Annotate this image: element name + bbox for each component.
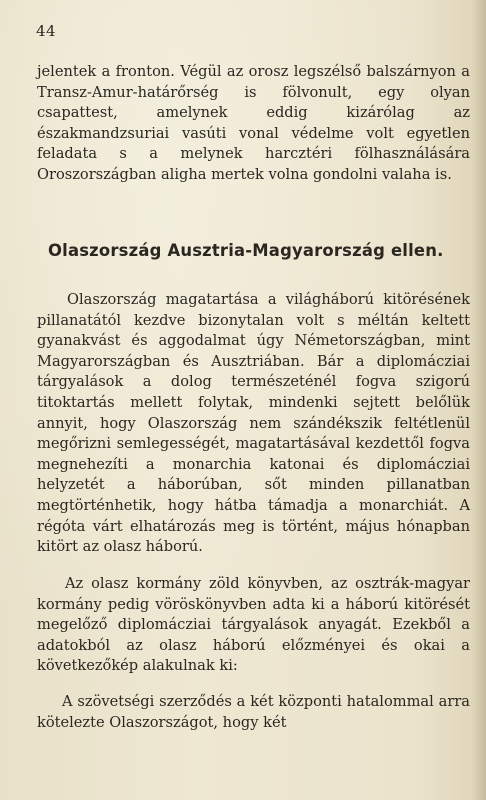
section-heading: Olaszország Ausztria-Magyarország ellen. [48,241,444,260]
page-number: 44 [36,22,57,40]
paragraph-4: A szövetségi szerződés a két központi hatalommal arra kötelezte Olaszországot, hogy két [37,693,470,731]
paragraph-1: jelentek a fronton. Végül az orosz legszélső balszárnyon a Transz-Amur-határőrség is fölvonult, egy olyan csapattest, amelynek eddig kizárólag az északmandzsuriai vasúti vonal védelme volt egyetlen feladata s a melynek harcztéri fölhasználására Oroszországban aligha mertek volna gondolni valaha is. [37,63,470,183]
paragraph-2: Olaszország magatartása a világháború kitörésének pillanatától kezdve bizonytalan volt s méltán keltett gyanakvást és aggodalmat úgy Németországban, mint Magyarországban és Ausztriában. Bár a diplomácziai tárgyalások a dolog természeténél fogva szigorú titoktartás mellett folytak, mindenki sejtett belőlük annyit, hogy Olaszország nem szándékszik feltétlenül megőrizni semlegességét, magatartásával kezdettől fogva megnehezíti a monarchia katonai és diplomácziai helyzetét a háborúban, sőt minden pillanatban megtörténhetik, hogy hátba támadja a monarchiát. A régóta várt elhatározás meg is történt, május hónapban kitört az olasz háború. [37,291,470,556]
page-gutter-shadow [472,0,486,800]
paragraph-3: Az olasz kormány zöld könyvben, az osztrák-magyar kormány pedig vöröskönyvben adta ki a háború kitörését megelőző diplomácziai tárgyalások anyagát. Ezekből a adatokból az olasz háború előzményei és okai a következőkép alakulnak ki: [37,575,470,675]
